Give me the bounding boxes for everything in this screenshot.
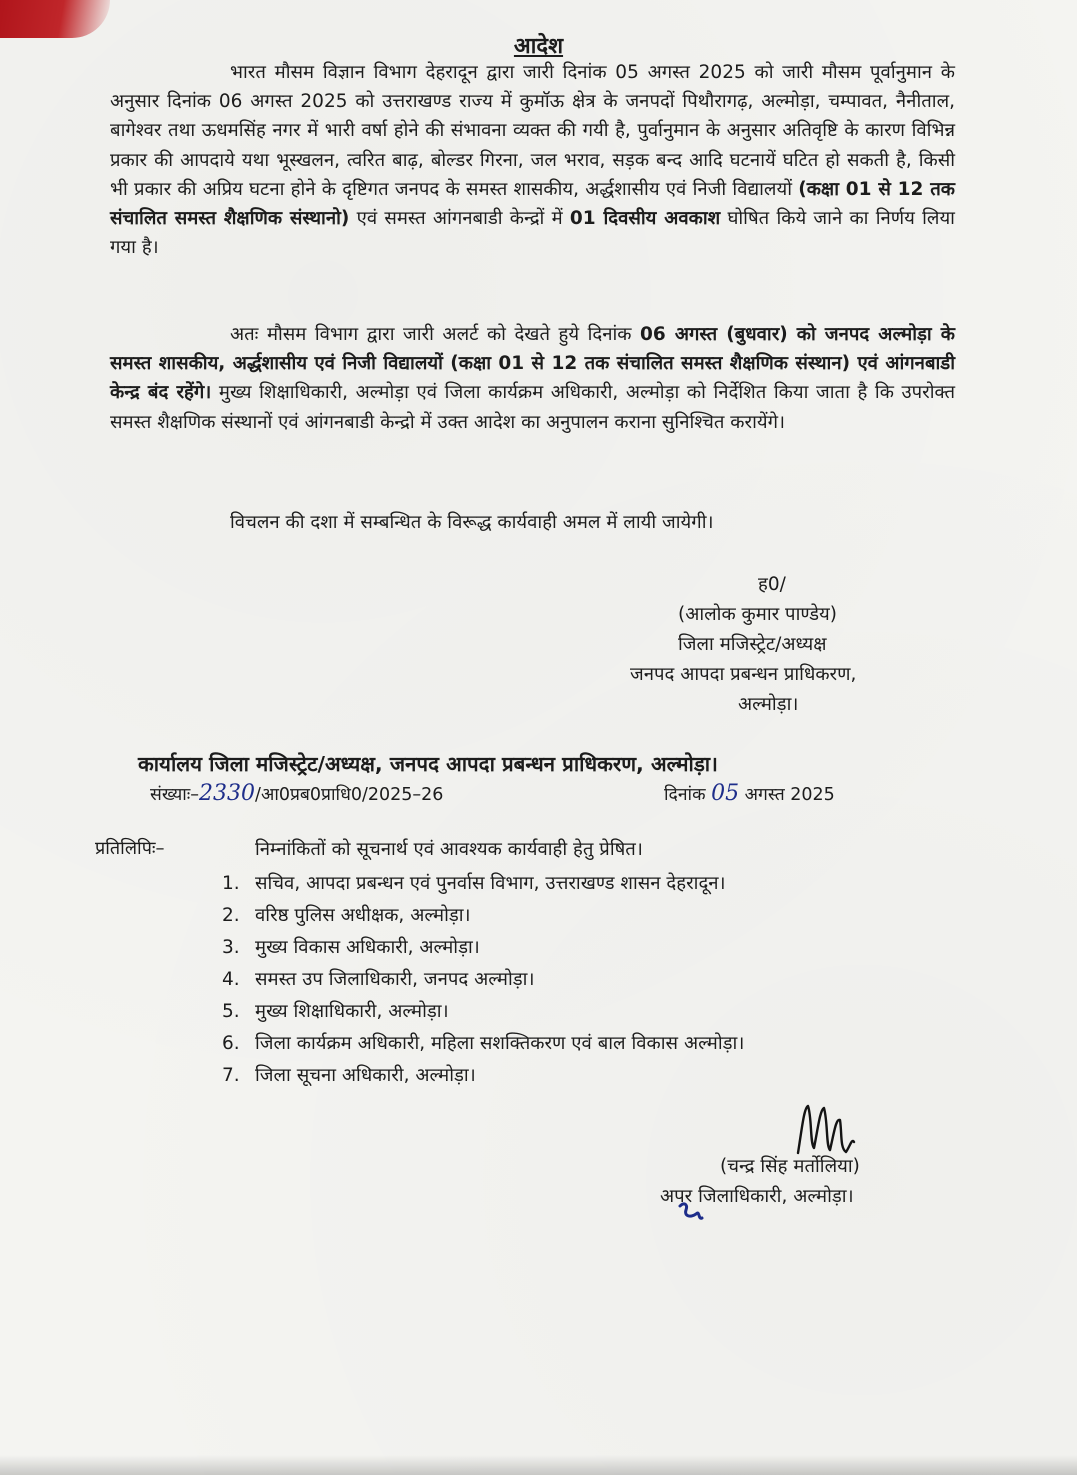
paragraph-2: [110, 320, 955, 437]
ref-suffix: /आ0प्रब0प्राधि0/2025–26: [255, 785, 444, 805]
p1-bold-classes: (कक्षा 01 से 12 तक संचालित समस्त शैक्षणिक संस्थानो): [110, 178, 955, 230]
signatory-2-name: (चन्द्र सिंह मर्तोलिया): [720, 1156, 860, 1177]
copy-intro: निम्नांकितों को सूचनार्थ एवं आवश्यक कार्यवाही हेतु प्रेषित।: [255, 839, 643, 860]
signatory-1-designation: जिला मजिस्ट्रेट/अध्यक्ष: [678, 634, 827, 655]
list-item: 7. जिला सूचना अधिकारी, अल्मोड़ा।: [222, 1065, 476, 1086]
list-item: 5. मुख्य शिक्षाधिकारी, अल्मोड़ा।: [222, 1001, 449, 1022]
signatory-block-1: [590, 570, 950, 720]
reference-line: [150, 781, 910, 806]
p2-end: मुख्य शिक्षाधिकारी, अल्मोड़ा एवं जिला कार्यक्रम अधिकारी, अल्मोड़ा को निर्देशित किया जाता है कि उपरोक्त समस्त शैक्षणिक संस्थानों एवं आंगनबाडी केन्द्रो में उक्त आदेश का अनुपालन कराना सुनिश्चित करायेंगे।: [110, 382, 955, 433]
office-heading: कार्यालय जिला मजिस्ट्रेट/अध्यक्ष, जनपद आपदा प्रबन्धन प्राधिकरण, अल्मोड़ा।: [138, 752, 718, 776]
date-handwritten: 05: [711, 781, 740, 806]
ref-label: संख्याः–: [150, 785, 200, 805]
date-block: [664, 781, 835, 806]
ref-number-handwritten: 2330: [199, 781, 256, 806]
copy-label: प्रतिलिपिः–: [95, 838, 165, 859]
signatory-1-name: (आलोक कुमार पाण्डेय): [678, 604, 837, 625]
list-item: 4. समस्त उप जिलाधिकारी, जनपद अल्मोड़ा।: [222, 969, 535, 990]
copy-list: [222, 868, 744, 1092]
p1-end: घोषित किये जाने का निर्णय लिया गया है।: [110, 208, 955, 259]
p3-text: विचलन की दशा में सम्बन्धित के विरूद्ध कार्यवाही अमल में लायी जायेगी।: [230, 512, 714, 533]
signatory-1-authority: जनपद आपदा प्रबन्धन प्राधिकरण,: [630, 664, 857, 685]
paragraph-3: [110, 508, 955, 537]
p2-start: अतः मौसम विभाग द्वारा जारी अलर्ट को देखते हुये दिनांक: [230, 324, 632, 345]
paragraph-1: [110, 58, 955, 262]
signatory-block-2: [660, 1152, 960, 1212]
date-suffix: अगस्त 2025: [744, 785, 835, 805]
order-title: आदेश: [513, 34, 564, 59]
signed-mark: ह0/: [758, 574, 786, 595]
list-item: 6. जिला कार्यक्रम अधिकारी, महिला सशक्तिकरण एवं बाल विकास अल्मोड़ा।: [222, 1033, 745, 1054]
list-item: 2. वरिष्ठ पुलिस अधीक्षक, अल्मोड़ा।: [222, 905, 471, 926]
list-item: 3. मुख्य विकास अधिकारी, अल्मोड़ा।: [222, 937, 480, 958]
page-bottom-shadow: [0, 1455, 1077, 1475]
p1-bold-holiday: 01 दिवसीय अवकाश: [569, 208, 721, 230]
p1-mid: एवं समस्त आंगनबाडी केन्द्रों में: [356, 208, 563, 230]
p1-text: भारत मौसम विज्ञान विभाग देहरादून द्वारा जारी दिनांक 05 अगस्त 2025 को जारी मौसम पूर्वानुमान के अनुसार दिनांक 06 अगस्त 2025 को उत्तराखण्ड राज्य में कुमॉऊ क्षेत्र के जनपदों पिथौरागढ़, अल्मोड़ा, चम्पावत, नैनीताल, बागेश्वर तथा ऊधमसिंह नगर में भारी वर्षा होने की संभावना व्यक्त की गयी है, पुर्वानुमान के अनुसार अतिवृष्टि के कारण विभिन्न प्रकार की आपदाये यथा भूस्खलन, त्वरित बाढ़, बोल्डर गिरना, जल भराव, सड़क बन्द आदि घटनायें घटित हो सकती है, किसी भी प्रकार की अप्रिय घटना होने के दृष्टिगत जनपद के समस्त शासकीय, अर्द्धशासीय एवं निजी विद्यालयों: [110, 62, 955, 200]
signatory-1-place: अल्मोड़ा।: [738, 694, 799, 715]
signatory-2-designation: अपर जिलाधिकारी, अल्मोड़ा।: [660, 1186, 854, 1207]
list-item: 1. सचिव, आपदा प्रबन्धन एवं पुनर्वास विभाग, उत्तराखण्ड शासन देहरादून।: [222, 873, 726, 894]
date-label: दिनांक: [664, 785, 706, 805]
p2-bold-closure: 06 अगस्त (बुधवार) को जनपद अल्मोड़ा के समस्त शासकीय, अर्द्धशासीय एवं निजी विद्यालयों (कक्षा 01 से 12 तक संचालित समस्त शैक्षणिक संस्थान) एवं आंगनबाडी केन्द्र बंद रहेंगे।: [110, 324, 955, 404]
